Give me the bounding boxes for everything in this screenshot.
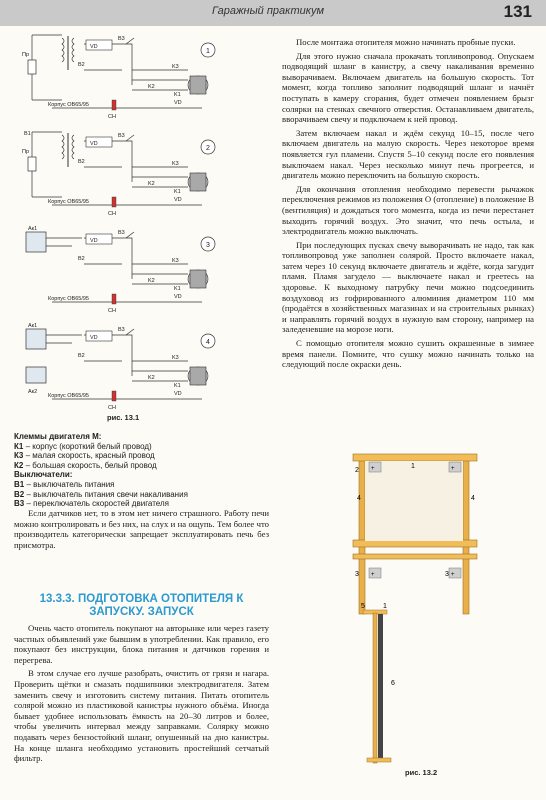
label-k3: K3 bbox=[172, 355, 179, 361]
legend-item: В3 – переключатель скоростей двигателя bbox=[14, 499, 169, 509]
schematic-1 bbox=[22, 35, 215, 120]
glow-plug-icon bbox=[112, 294, 116, 304]
label-vd-motor: VD bbox=[174, 100, 182, 106]
legend-item: К1 – корпус (короткий белый провод) bbox=[14, 441, 152, 451]
switch-icon bbox=[126, 329, 134, 335]
label-case: Корпус ОВ65/95 bbox=[48, 296, 89, 302]
schematic-4 bbox=[26, 323, 215, 411]
label-sn: СН bbox=[108, 211, 116, 217]
label-battery-2: Ак2 bbox=[28, 389, 38, 395]
left-column-text-1 bbox=[14, 508, 269, 553]
paragraph: Затем включаем накал и ждём секунд 10–15, после чего включаем двигатель на малую скорость. Через некоторое время появляется гул пламени. Спустя 5–10 секунд после его появления выключаем накал. Через несколько минут печь прогреется, и двигатель можно переключить на большую скорость. bbox=[282, 127, 534, 181]
wire bbox=[132, 70, 188, 90]
schematic-number: 2 bbox=[206, 145, 210, 152]
legend-title-switches: Выключатели: bbox=[14, 470, 73, 480]
legend-title-terminals: Клеммы двигателя М: bbox=[14, 432, 102, 441]
transformer-coil-icon bbox=[62, 38, 64, 62]
legend bbox=[14, 432, 272, 509]
transformer-coil-icon bbox=[72, 38, 74, 62]
paragraph: Очень часто отопитель покупают на авторынке или через газету частных объявлений уже бывшим в употреблении. Как правило, его покупают без инструкции, блока питания и датчиков горения и перегрева. bbox=[14, 623, 269, 665]
label-vd-motor: VD bbox=[174, 294, 182, 300]
label-fuse: Пр bbox=[22, 149, 30, 155]
label-battery: Ак1 bbox=[28, 226, 38, 232]
label-vd: VD bbox=[90, 141, 98, 147]
label-b3: B3 bbox=[118, 230, 125, 236]
legend-item: К2 – большая скорость, белый провод bbox=[14, 460, 157, 470]
frame-right-post bbox=[463, 456, 469, 614]
label-vd: VD bbox=[90, 335, 98, 341]
frame-label-5: 5 bbox=[361, 603, 365, 610]
glow-plug-icon bbox=[112, 197, 116, 207]
side-post bbox=[373, 613, 377, 763]
frame-label-1b: 1 bbox=[383, 603, 387, 610]
wire bbox=[46, 238, 82, 246]
svg-text:+: + bbox=[451, 466, 455, 472]
transformer-coil-icon bbox=[72, 135, 74, 159]
switch-icon bbox=[126, 232, 134, 238]
header-title: Гаражный практикум bbox=[212, 5, 324, 17]
label-k2: K2 bbox=[148, 375, 155, 381]
wire bbox=[32, 132, 62, 197]
label-b2: B2 bbox=[78, 62, 85, 68]
glow-plug-icon bbox=[112, 100, 116, 110]
label-k1: K1 bbox=[174, 92, 181, 98]
motor-body bbox=[190, 173, 206, 191]
battery-icon bbox=[26, 232, 46, 252]
label-k3: K3 bbox=[172, 258, 179, 264]
label-sn: СН bbox=[108, 308, 116, 314]
frame-middle-bar bbox=[353, 540, 477, 547]
fuse-icon bbox=[28, 157, 36, 171]
wire bbox=[132, 361, 188, 381]
circuit-diagrams bbox=[22, 30, 222, 430]
label-case: Корпус ОВ65/95 bbox=[48, 102, 89, 108]
switch-icon bbox=[126, 38, 134, 44]
label-k1: K1 bbox=[174, 189, 181, 195]
label-k1: K1 bbox=[174, 383, 181, 389]
glow-plug-icon bbox=[112, 391, 116, 401]
label-sn: СН bbox=[108, 405, 116, 411]
side-bottom-bar bbox=[367, 758, 391, 762]
label-b2: B2 bbox=[78, 256, 85, 262]
battery-icon bbox=[26, 367, 46, 383]
paragraph: С помощью отопителя можно сушить окрашенные в зимнее время панели. Помните, что сушку можно начинать только на следующий после окраски день. bbox=[282, 338, 534, 370]
label-vd: VD bbox=[90, 44, 98, 50]
schematic-number: 3 bbox=[206, 242, 210, 249]
svg-text:+: + bbox=[371, 572, 375, 578]
frame-label-1: 1 bbox=[411, 463, 415, 470]
label-switch-b1: B1 bbox=[24, 131, 31, 137]
svg-text:+: + bbox=[371, 466, 375, 472]
frame-panel bbox=[365, 461, 463, 541]
motor-body bbox=[190, 367, 206, 385]
frame-label-4: 4 bbox=[357, 495, 361, 502]
wire bbox=[46, 335, 82, 343]
frame-label-3b: 3 bbox=[355, 571, 359, 578]
frame-diagram bbox=[345, 450, 505, 790]
schematic-3 bbox=[26, 226, 215, 314]
paragraph: Если датчиков нет, то в этом нет ничего страшного. Работу печи можно контролировать и без них, на слух и на ощупь. Тем более что производитель категорически запрещает эксплуатировать печь без присмотра. bbox=[14, 508, 269, 550]
label-vd-motor: VD bbox=[174, 197, 182, 203]
wire bbox=[132, 167, 188, 187]
label-battery: Ак1 bbox=[28, 323, 38, 329]
left-column-text-2 bbox=[14, 623, 269, 767]
frame-label-2: 2 bbox=[355, 467, 359, 474]
figure-13-1-caption: рис. 13.1 bbox=[107, 413, 140, 422]
wire bbox=[32, 35, 62, 100]
frame-left-post bbox=[359, 456, 365, 614]
frame-middle-bar-2 bbox=[353, 554, 477, 559]
label-b3: B3 bbox=[118, 133, 125, 139]
legend-item: К3 – малая скорость, красный провод bbox=[14, 451, 155, 461]
label-b2: B2 bbox=[78, 353, 85, 359]
frame-top-bar bbox=[353, 454, 477, 461]
label-b3: B3 bbox=[118, 327, 125, 333]
svg-text:+: + bbox=[451, 572, 455, 578]
frame-label-6: 6 bbox=[391, 680, 395, 687]
paragraph: При последующих пусках свечу выворачивать не надо, так как топливопровод уже заполнен солярой. Просто включаете накал, затем через 10 секунд включаете двигатель и ждёте, когда загудит пламя. Пламя загудело — выключаете накал и греетесь на здоровье. К выходному патрубку печи можно подсоединить воздуховод из гофрированного алюминия диаметром 110 мм (продаётся в хозяйственных магазинах и на строительных рынках) и направлять горячий воздух в нужную вам сторону, например на заледеневшие на морозе ноги. bbox=[282, 239, 534, 335]
paragraph: После монтажа отопителя можно начинать пробные пуски. bbox=[296, 37, 516, 47]
label-b2: B2 bbox=[78, 159, 85, 165]
legend-item: В1 – выключатель питания bbox=[14, 479, 115, 489]
wire bbox=[132, 264, 188, 284]
label-k2: K2 bbox=[148, 278, 155, 284]
label-b3: B3 bbox=[118, 36, 125, 42]
paragraph: В этом случае его лучше разобрать, очистить от грязи и нагара. Проверить щётки и смазать подшипники электродвигателя. Затем заменить свечу и изготовить систему питания. Питать отопитель солярой можно из пластиковой канистры нужного объёма. Иногда бывает удобнее использовать ёмкость на 20–30 литров и более, чтобы увеличить интервал между заправками. Солярку можно подавать через бензостойкий шланг, опушенный на дно канистры. На конце шланга необходимо установить простейший сетчатый фильтр. bbox=[14, 668, 269, 764]
right-column-text bbox=[282, 37, 534, 373]
page-header bbox=[0, 0, 546, 26]
battery-icon bbox=[26, 329, 46, 349]
paragraph: Для этого нужно сначала прокачать топливопровод. Опускаем подводящий шланг в канистру, а свечу накаливания временно выворачиваем. Включаем двигатель на большую скорость. Тот момент, когда топливо заполнит подводящий шланг и начнёт поступать в камеру сгорания, будет отмечен появлением брызг солярки на стенках свечного отверстия. Останавливаем двигатель, вворачиваем свечу и подключаем к ней провод. bbox=[282, 50, 534, 125]
paragraph: Для окончания отопления необходимо перевести рычажок переключения режимов из положения О (отопление) в положение В (вентиляция) и дождаться того момента, когда из печи перестанет выходить горячий воздух. Это значит, что печь остыла, и электродвигатель можно выключать. bbox=[282, 183, 535, 237]
label-vd: VD bbox=[90, 238, 98, 244]
schematic-number: 1 bbox=[206, 48, 210, 55]
label-vd-motor: VD bbox=[174, 391, 182, 397]
section-heading: 13.3.3. ПОДГОТОВКА ОТОПИТЕЛЯ К ЗАПУСКУ. ЗАПУСК bbox=[39, 593, 244, 618]
label-case: Корпус ОВ65/95 bbox=[48, 199, 89, 205]
label-sn: СН bbox=[108, 114, 116, 120]
schematic-number: 4 bbox=[206, 339, 210, 346]
label-k2: K2 bbox=[148, 181, 155, 187]
frame-label-4b: 4 bbox=[471, 495, 475, 502]
fuse-icon bbox=[28, 60, 36, 74]
page-number: 131 bbox=[503, 2, 532, 21]
label-k1: K1 bbox=[174, 286, 181, 292]
legend-item: В2 – выключатель питания свечи накаливания bbox=[14, 489, 188, 499]
label-k2: K2 bbox=[148, 84, 155, 90]
motor-body bbox=[190, 270, 206, 288]
frame-label-3: 3 bbox=[445, 571, 449, 578]
label-fuse: Пр bbox=[22, 52, 30, 58]
schematic-2 bbox=[22, 131, 215, 217]
motor-body bbox=[190, 76, 206, 94]
switch-icon bbox=[126, 135, 134, 141]
label-k3: K3 bbox=[172, 161, 179, 167]
label-case: Корпус ОВ65/95 bbox=[48, 393, 89, 399]
transformer-coil-icon bbox=[62, 135, 64, 159]
label-k3: K3 bbox=[172, 64, 179, 70]
side-panel bbox=[378, 614, 383, 760]
figure-13-2-caption: рис. 13.2 bbox=[405, 768, 438, 777]
